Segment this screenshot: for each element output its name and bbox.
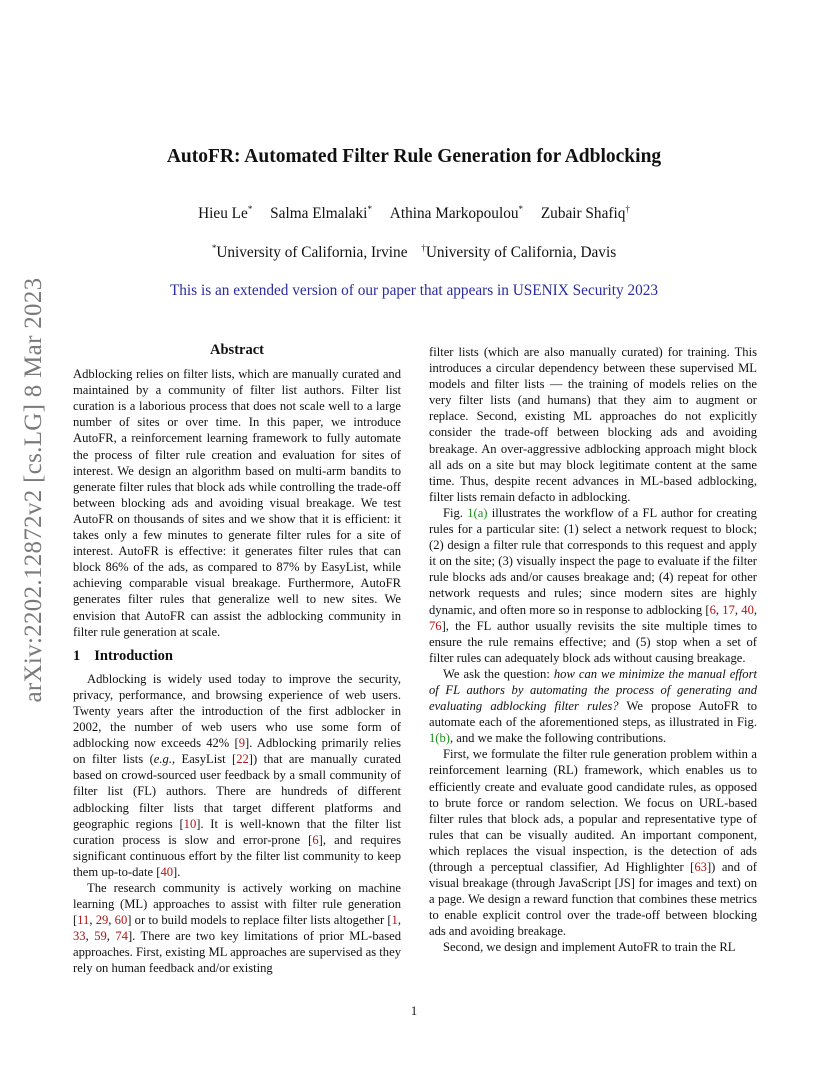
abstract-text: Adblocking relies on filter lists, which are manually curated and maintained by a community of filter list authors. Filter list curation is a laborious process that does not scale well to a large number of sites or over time. In this paper, we introduce AutoFR, a reinforcement learning framework to fully automate the process of filter rule creation and evaluation for sites of interest. We design an algorithm based on multi-arm bandits to generate filter rules that block ads while controlling the trade-off between blocking ads and avoiding visual breakage. We test AutoFR on thousands of sites and we show that it is efficient: it takes only a few minutes to generate filter rules for a site of interest. AutoFR is effective: it generates filter rules that can block 86% of the ads, as compared to 87% by EasyList, while achieving comparable visual breakage. Furthermore, AutoFR generates filter rules that generalize well to new sites. We envision that AutoFR can assist the adblocking community in filter rule generation at scale. (73, 367, 401, 639)
paragraph: First, we formulate the filter rule generation problem within a reinforcement learning (RL) framework, which enables us to efficiently create and evaluate good candidate rules, as opposed to brute force or random selection. We focus on URL-based filter rules that block ads, a popular and representative type of rules that can be visually audited. An important component, which replaces the visual inspection, is the detection of ads (through a perceptual classifier, Ad Highlighter [63]) and of visual breakage (through JavaScript [JS] for images and text) on a page. We design a reward function that combines these metrics to enable explicit control over the trade-off between blocking ads and avoiding breakage. (429, 747, 757, 939)
right-column (429, 344, 757, 956)
citation-link[interactable]: 40 (160, 864, 174, 879)
citation-link[interactable]: 6 (709, 602, 716, 617)
author-list (0, 204, 828, 223)
arxiv-sidebar (14, 277, 54, 703)
citation-link[interactable]: 60 (114, 913, 128, 928)
affiliation: †University of California, Davis (421, 243, 617, 261)
paragraph: filter lists (which are also manually curated) for training. This introduces a circular dependency between these supervised ML models and filter lists — the training of models relies on the very filter lists (and humans) that they aim to augment or replace. Second, existing ML approaches do not explicitly consider the trade-off between blocking ads and avoiding breakage. An over-aggressive adblocking approach might block all ads on a site but may block legitimate content at the same time. Thus, despite recent advances in ML-based adblocking, filter lists remain defacto in adblocking. (429, 345, 757, 504)
citation-link[interactable]: 11 (77, 913, 90, 928)
left-column (73, 342, 401, 977)
citation-link[interactable]: 29 (95, 913, 109, 928)
affiliations (0, 243, 828, 262)
citation-link[interactable]: 76 (429, 618, 442, 633)
citation-link[interactable]: 17 (722, 602, 735, 617)
section-heading: 1 Introduction (73, 647, 173, 664)
paragraph: Second, we design and implement AutoFR to train the RL (443, 940, 736, 955)
figure-link[interactable]: 1(a) (467, 505, 488, 520)
citation-link[interactable]: 33 (73, 929, 86, 944)
author: Zubair Shafiq† (540, 204, 630, 222)
paragraph: Adblocking is widely used today to improve the security, privacy, performance, and browsing experience of web users. Twenty years after the introduction of the first adblocker in 2002, the number of web users who use some form of adblocking now exceeds 42% [9]. Adblocking primarily relies on filter lists (e.g., EasyList [22]) that are manually curated based on crowd-sourced user feedback by a small community of filter list (FL) authors. There are hundreds of different adblocking filter lists that target different platforms and geographic regions [10]. It is well-known that the filter list curation process is slow and error-prone [6], and requires significant continuous effort by the filter list community to keep them up-to-date [40]. (73, 671, 401, 879)
citation-link[interactable]: 40 (741, 602, 754, 617)
affiliation: *University of California, Irvine (211, 243, 408, 261)
citation-link[interactable]: 9 (238, 736, 246, 751)
citation-link[interactable]: 22 (236, 752, 249, 767)
author: Hieu Le* (198, 204, 253, 222)
arxiv-identifier: arXiv:2202.12872v2 [cs.LG] 8 Mar 2023 (20, 277, 47, 703)
page-number: 1 (410, 1004, 418, 1018)
citation-link[interactable]: 1 (391, 913, 398, 928)
citation-link[interactable]: 10 (183, 816, 197, 831)
citation-link[interactable]: 59 (94, 929, 107, 944)
citation-link[interactable]: 6 (312, 832, 319, 847)
abstract-heading: Abstract (210, 342, 264, 358)
citation-link[interactable]: 63 (694, 860, 707, 874)
paper-title: AutoFR: Automated Filter Rule Generation for Adblocking (166, 146, 662, 167)
figure-link[interactable]: 1(b) (429, 731, 450, 746)
author: Athina Markopoulou* (389, 204, 523, 222)
citation-link[interactable]: 74 (115, 929, 128, 944)
extended-version-note[interactable]: This is an extended version of our paper that appears in USENIX Security 2023 (169, 282, 659, 299)
paragraph: The research community is actively working on machine learning (ML) approaches to assist with filter rule generation [11, 29, 60] or to build models to replace filter lists altogether [1, 33, 59, 74]. There are two key limitations of prior ML-based approaches. First, existing ML approaches are supervised as they rely on human feedback and/or existing (73, 881, 402, 976)
paragraph: We ask the question: how can we minimize the manual effort of FL authors by automating the process of generating and evaluating adblocking filter rules? We propose AutoFR to automate each of the aforementioned steps, as illustrated in Fig. 1(b), and we make the following contributions. (429, 666, 757, 746)
paragraph: Fig. 1(a) illustrates the workflow of a FL author for creating rules for a particular site: (1) select a network request to block; (2) design a filter rule that corresponds to this request and apply it on the site; (3) visually inspect the page to evaluate if the filter rule blocks ads and/or causes breakage and; (4) repeat for other network requests and rules; since modern sites are highly dynamic, and often more so in response to adblocking [6, 17, 40, 76], the FL author usually revisits the site multiple times to ensure the rule remains effective; and (5) stop when a set of filter rules can adequately block ads without causing breakage. (429, 505, 758, 665)
author: Salma Elmalaki* (270, 204, 372, 222)
